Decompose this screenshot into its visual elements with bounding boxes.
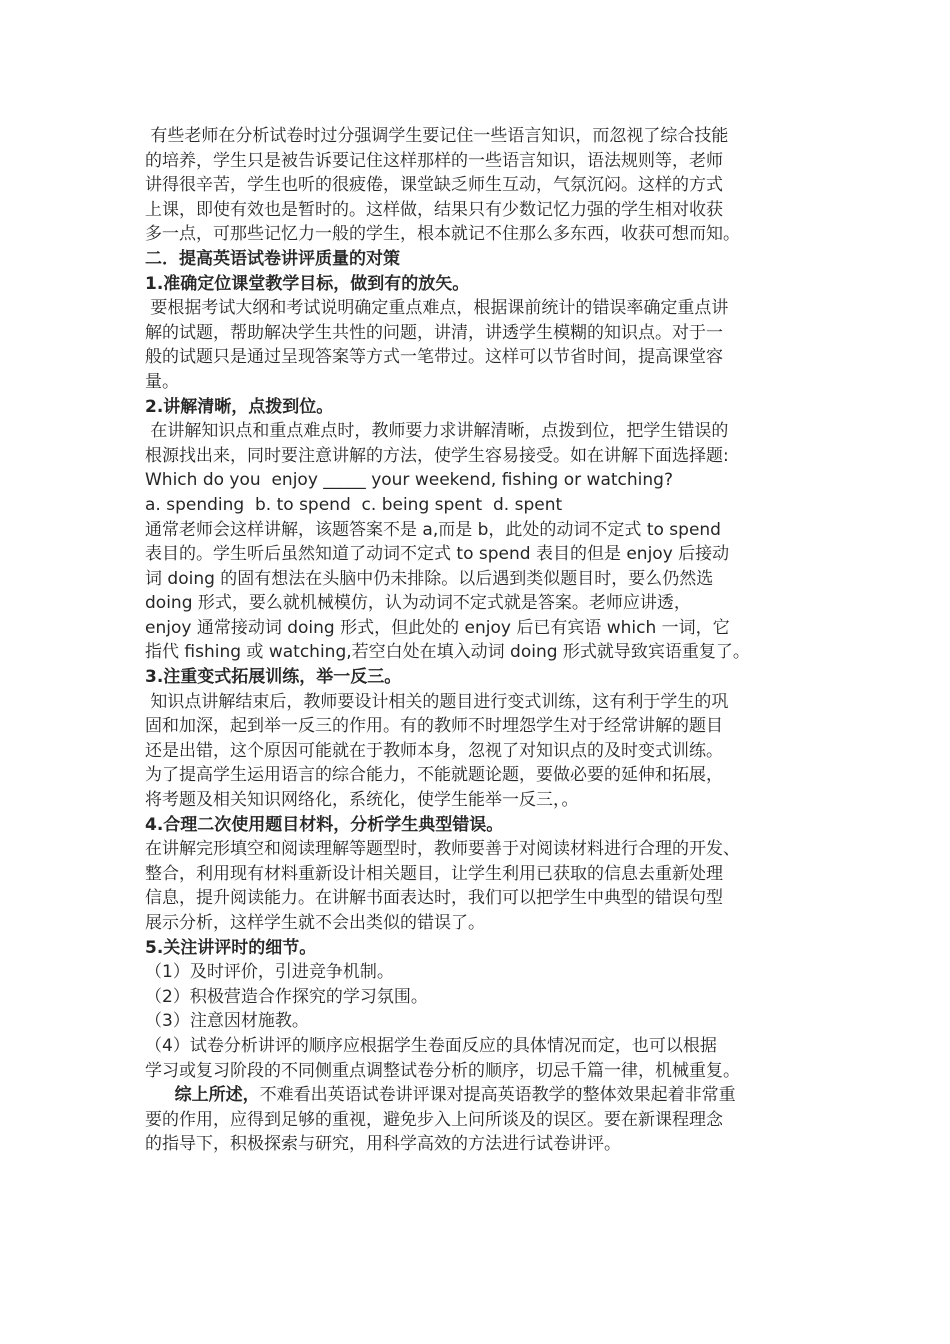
paragraph-line: 还是出错，这个原因可能就在于教师本身，忽视了对知识点的及时变式训练。	[145, 740, 723, 761]
paragraph-line: 的培养，学生只是被告诉要记住这样那样的一些语言知识，语法规则等，老师	[145, 150, 723, 171]
section-heading: 二．提高英语试卷讲评质量的对策	[145, 248, 400, 269]
paragraph-line: （2）积极营造合作探究的学习氛围。	[145, 986, 428, 1007]
paragraph-line: 在讲解知识点和重点难点时，教师要力求讲解清晰，点拨到位，把学生错误的	[145, 421, 729, 442]
paragraph-line: 多一点，可那些记忆力一般的学生，根本就记不住那么多东西，收获可想而知。	[145, 224, 740, 245]
paragraph-line: 根源找出来，同时要注意讲解的方法，使学生容易接受。如在讲解下面选择题:	[145, 445, 729, 466]
paragraph-line: 般的试题只是通过呈现答案等方式一笔带过。这样可以节省时间，提高课堂容	[145, 347, 723, 368]
paragraph-line: 表目的。学生听后虽然知道了动词不定式 to spend 表目的但是 enjoy 后接动	[145, 544, 730, 565]
paragraph-line: 词 doing 的固有想法在头脑中仍未排除。以后遇到类似题目时，要么仍然选	[145, 568, 714, 589]
paragraph-line: 将考题及相关知识网络化，系统化，使学生能举一反三，。	[145, 790, 579, 811]
paragraph-line: 量。	[145, 371, 179, 392]
document-body	[145, 124, 815, 1157]
paragraph-line: 有些老师在分析试卷时过分强调学生要记住一些语言知识，而忽视了综合技能	[145, 126, 729, 146]
paragraph-line: 的指导下，积极探索与研究，用科学高效的方法进行试卷讲评。	[145, 1134, 621, 1155]
paragraph-line: enjoy 通常接动词 doing 形式，但此处的 enjoy 后已有宾语 which 一词，它	[145, 617, 730, 638]
paragraph-line: 固和加深，起到举一反三的作用。有的教师不时埋怨学生对于经常讲解的题目	[145, 716, 723, 737]
paragraph-line: （3）注意因材施教。	[145, 1011, 309, 1032]
bold-lead-text: 综上所述，	[145, 1085, 260, 1106]
paragraph-line: 信息，提升阅读能力。在讲解书面表达时，我们可以把学生中典型的错误句型	[145, 888, 723, 909]
paragraph-line: （4）试卷分析讲评的顺序应根据学生卷面反应的具体情况而定，也可以根据	[145, 1035, 717, 1056]
paragraph-line: 为了提高学生运用语言的综合能力，不能就题论题，要做必要的延伸和拓展，	[145, 765, 723, 786]
paragraph-line: 知识点讲解结束后，教师要设计相关的题目进行变式训练，这有利于学生的巩	[145, 691, 729, 712]
paragraph-line: 指代 fishing 或 watching,若空白处在填入动词 doing 形式就导致宾语重复了。	[145, 642, 750, 663]
section-heading: 2.讲解清晰，点拨到位。	[145, 396, 334, 417]
section-heading: 5.关注讲评时的细节。	[145, 937, 317, 958]
paragraph-line: doing 形式，要么就机械模仿，认为动词不定式就是答案。老师应讲透，	[145, 593, 691, 614]
paragraph-line: Which do you enjoy _____ your weekend, fishing or watching?	[145, 470, 673, 491]
paragraph-line: 要根据考试大纲和考试说明确定重点难点，根据课前统计的错误率确定重点讲	[145, 298, 729, 319]
paragraph-line: 讲得很辛苦，学生也听的很疲倦，课堂缺乏师生互动，气氛沉闷。这样的方式	[145, 175, 723, 196]
paragraph-line: a. spending b. to spend c. being spent d. spent	[145, 494, 563, 515]
paragraph-line: 整合，利用现有材料重新设计相关题目，让学生利用已获取的信息去重新处理	[145, 863, 723, 884]
paragraph-line: 通常老师会这样讲解，该题答案不是 a,而是 b，此处的动词不定式 to spend	[145, 519, 721, 540]
paragraph-line: 上课，即使有效也是暂时的。这样做，结果只有少数记忆力强的学生相对收获	[145, 199, 723, 220]
paragraph-line: 在讲解完形填空和阅读理解等题型时，教师要善于对阅读材料进行合理的开发、	[145, 839, 740, 860]
paragraph-line: 要的作用，应得到足够的重视，避免步入上问所谈及的误区。要在新课程理念	[145, 1109, 723, 1130]
section-heading: 4.合理二次使用题目材料，分析学生典型错误。	[145, 814, 504, 835]
paragraph-line: 展示分析，这样学生就不会出类似的错误了。	[145, 913, 485, 933]
paragraph-line: （1）及时评价，引进竞争机制。	[145, 962, 394, 983]
paragraph-line: 解的试题，帮助解决学生共性的问题，讲清，讲透学生模糊的知识点。对于一	[145, 322, 723, 343]
paragraph-line	[145, 1083, 815, 1108]
paragraph-line: 学习或复习阶段的不同侧重点调整试卷分析的顺序，切忌千篇一律，机械重复。	[145, 1060, 740, 1081]
section-heading: 3.注重变式拓展训练，举一反三。	[145, 667, 402, 688]
line-text: 不难看出英语试卷讲评课对提高英语教学的整体效果起着非常重	[259, 1085, 736, 1106]
section-heading: 1.准确定位课堂教学目标，做到有的放矢。	[145, 273, 470, 294]
